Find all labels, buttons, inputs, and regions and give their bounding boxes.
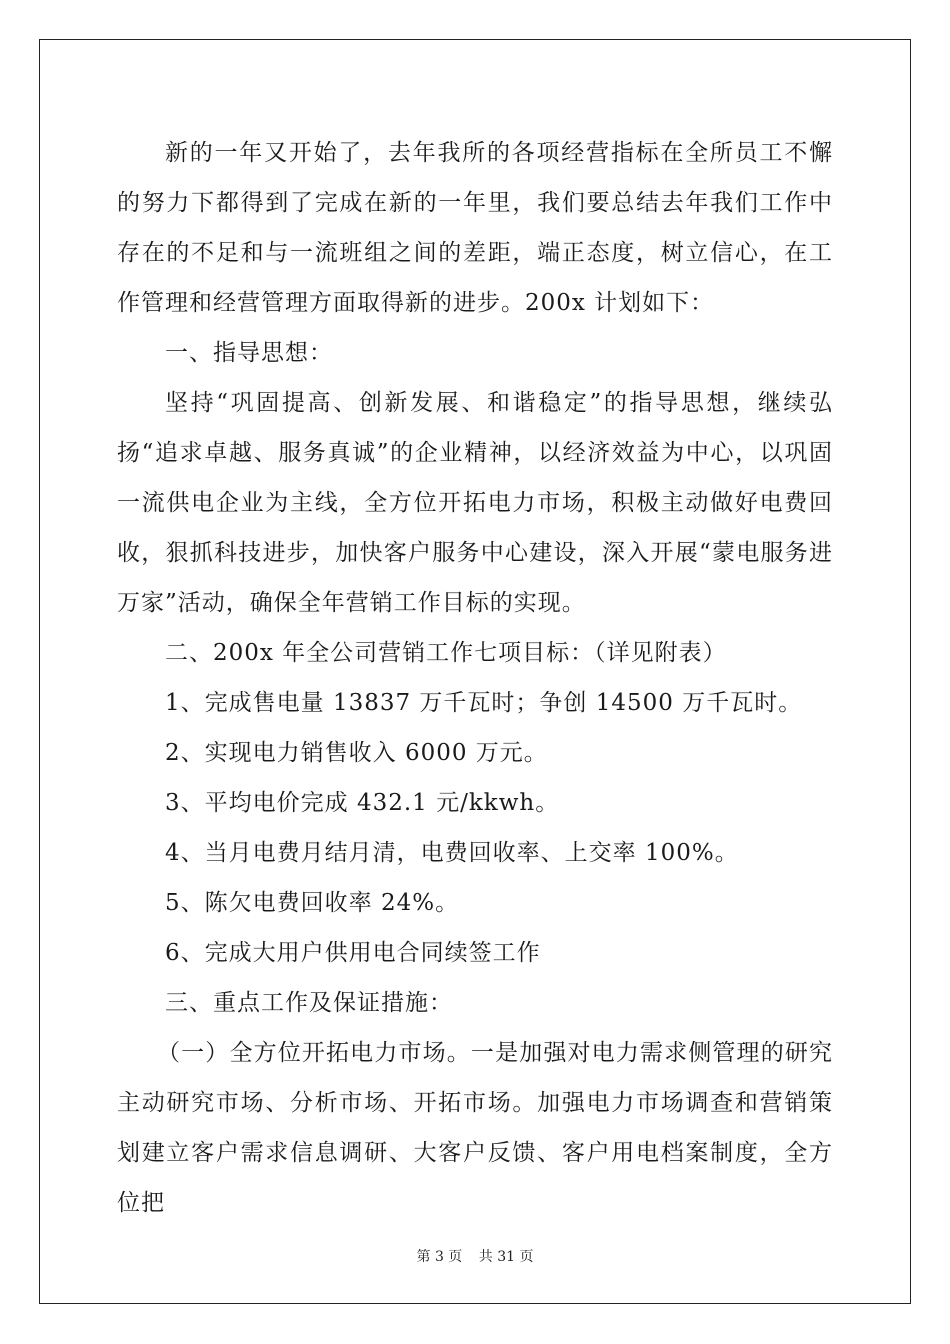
intro-paragraph: 新的一年又开始了，去年我所的各项经营指标在全所员工不懈的努力下都得到了完成在新的一年里，我们要总结去年我们工作中存在的不足和与一流班组之间的差距，端正态度，树立信心，在工作管理和经营管理方面取得新的进步。200x 计划如下： bbox=[117, 140, 833, 316]
measure-paragraph: （一）全方位开拓电力市场。一是加强对电力需求侧管理的研究主动研究市场、分析市场、开拓市场。加强电力市场调查和营销策划建立客户需求信息调研、大客户反馈、客户用电档案制度，全方位把 bbox=[117, 1040, 833, 1216]
page-footer bbox=[0, 1246, 950, 1266]
goal-item: 6、完成大用户供用电合同续签工作 bbox=[165, 940, 541, 966]
goal-item: 3、平均电价完成 432.1 元/kkwh。 bbox=[165, 790, 560, 816]
section-heading-guiding-thought: 一、指导思想： bbox=[165, 340, 333, 366]
goal-item: 5、陈欠电费回收率 24%。 bbox=[165, 890, 460, 916]
section-heading-measures: 三、重点工作及保证措施： bbox=[165, 990, 453, 1016]
goal-item: 1、完成售电量 13837 万千瓦时；争创 14500 万千瓦时。 bbox=[165, 690, 803, 716]
document-body bbox=[117, 128, 833, 1228]
page-number: 第 3 页 bbox=[416, 1249, 463, 1265]
goal-item: 2、实现电力销售收入 6000 万元。 bbox=[165, 740, 548, 766]
guiding-thought-paragraph: 坚持“巩固提高、创新发展、和谐稳定”的指导思想，继续弘扬“追求卓越、服务真诚”的企业精神，以经济效益为中心，以巩固一流供电企业为主线，全方位开拓电力市场，积极主动做好电费回收，狠抓科技进步，加快客户服务中心建设，深入开展“蒙电服务进万家”活动，确保全年营销工作目标的实现。 bbox=[117, 390, 833, 616]
goal-item: 4、当月电费月结月清，电费回收率、上交率 100%。 bbox=[165, 840, 739, 866]
page-total: 共 31 页 bbox=[478, 1249, 534, 1265]
section-heading-goals: 二、200x 年全公司营销工作七项目标：（详见附表） bbox=[165, 640, 727, 666]
